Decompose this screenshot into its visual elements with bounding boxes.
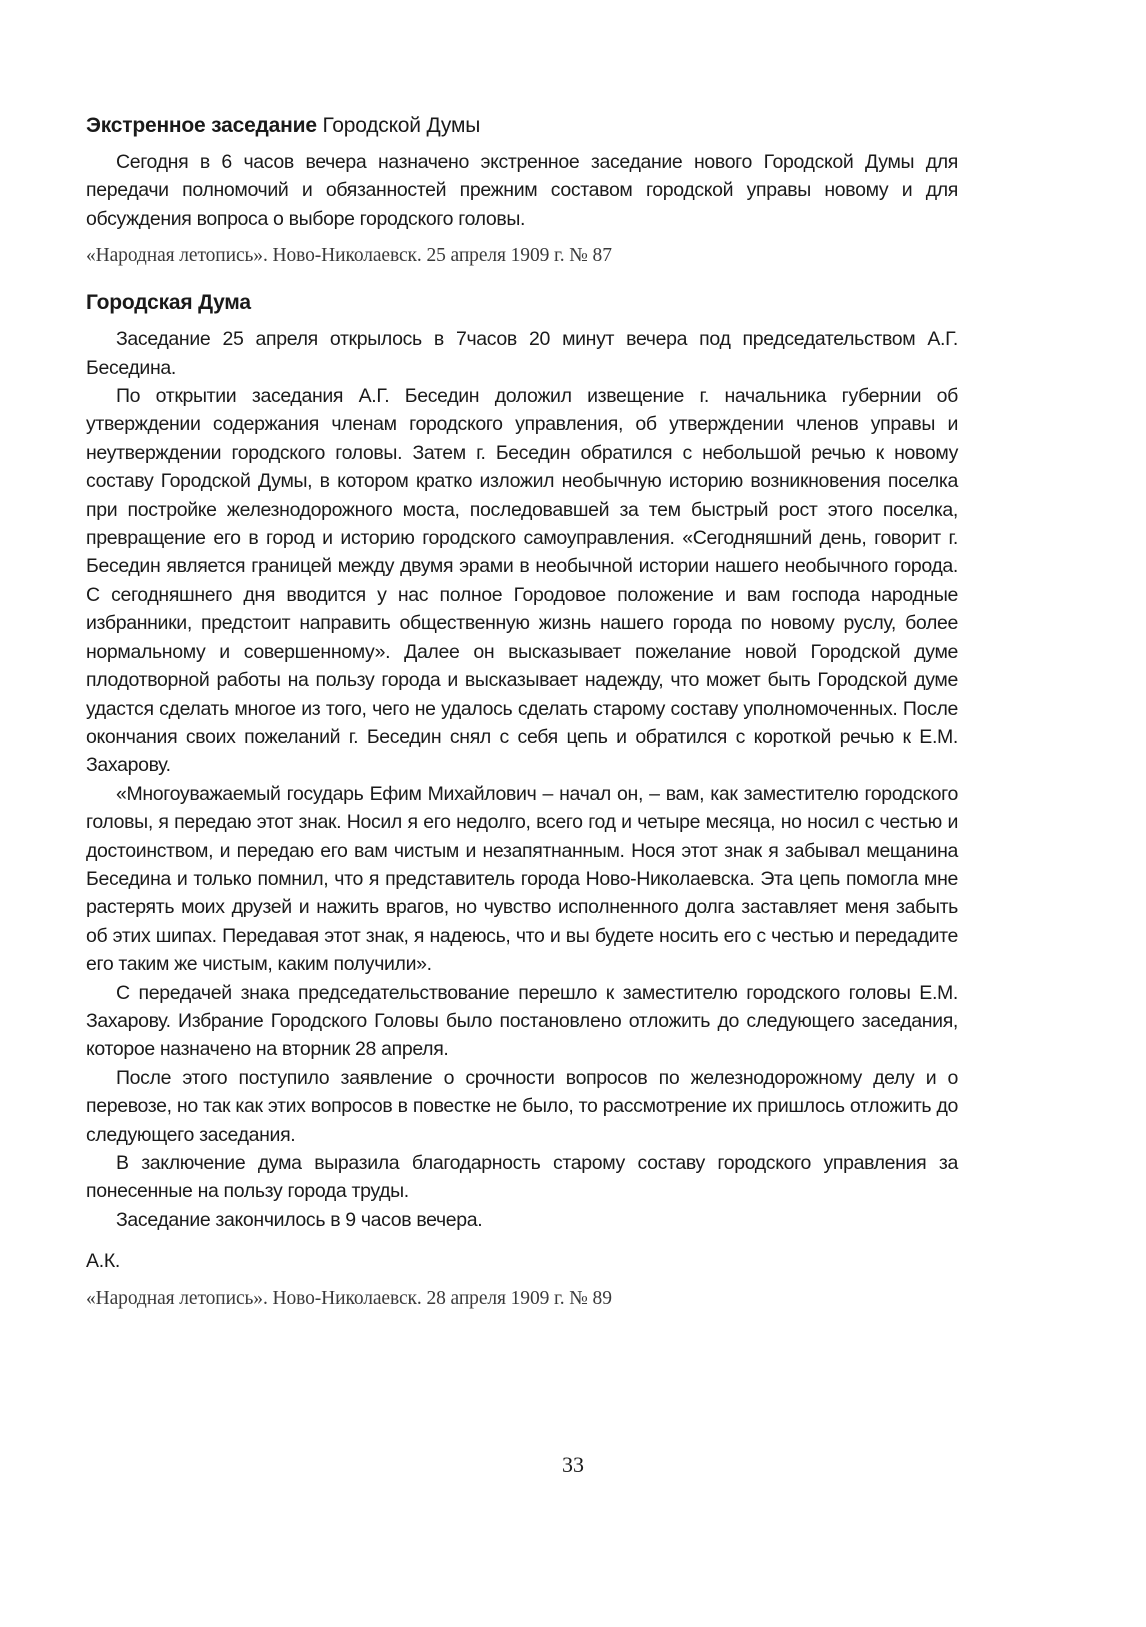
- paragraph: Заседание закончилось в 9 часов вечера.: [116, 1208, 483, 1231]
- paragraph: Заседание 25 апреля открылось в 7часов 20 минут вечера под председательством А.Г. Беседина.: [86, 328, 958, 379]
- paragraph: Сегодня в 6 часов вечера назначено экстренное заседание нового Городской Думы для передачи полномочий и обязанностей прежним составом городской управы новому и для обсуждения вопроса о выборе городского головы.: [86, 151, 958, 230]
- author-signature: А.К.: [86, 1250, 121, 1273]
- paragraph: В заключение дума выразила благодарность старому составу городского управления за понесенные на пользу города труды.: [86, 1152, 958, 1203]
- page-number: 33: [562, 1452, 584, 1477]
- heading-regular-part: Городской Думы: [316, 114, 481, 137]
- heading-bold-part: Экстренное заседание: [86, 114, 317, 137]
- article-emergency-session: [86, 112, 958, 269]
- paragraph: «Многоуважаемый государь Ефим Михайлович – начал он, – вам, как заместителю городского головы, я передаю этот знак. Носил я его недолго, всего год и четыре месяца, но носил с честью и достоинством, и передаю его вам чистым и незапятнанным. Нося этот знак я забывал мещанина Беседина и только помнил, что я представитель города Ново-Николаевска. Эта цепь помогла мне растерять моих друзей и нажить врагов, но чувство исполненного долга заставляет меня забыть об этих шипах. Передавая этот знак, я надеюсь, что и вы будете носить его с честью и передадите его таким же чистым, каким получили».: [86, 782, 958, 976]
- heading-bold-part: Городская Дума: [86, 291, 251, 315]
- source-citation: «Народная летопись». Ново-Николаевск. 28 апреля 1909 г. № 89: [86, 1288, 612, 1310]
- paragraph: После этого поступило заявление о срочности вопросов по железнодорожному делу и о перевозе, но так как этих вопросов в повестке не было, то рассмотрение их пришлось отложить до следующего заседания.: [86, 1066, 958, 1146]
- article-city-duma: [86, 289, 958, 1312]
- page-content: [86, 112, 958, 1312]
- paragraph: По открытии заседания А.Г. Беседин доложил извещение г. начальника губернии об утверждении содержания членам городского управления, об утверждении членов управы и неутверждении городского головы. Затем г. Беседин обратился с небольшой речью к новому составу Городской Думы, в котором кратко изложил необычную историю возникновения поселка при постройке железнодорожного моста, последовавшей за тем быстрый рост этого поселка, превращение его в город и историю городского самоуправления. «Сегодняшний день, говорит г. Беседин является границей между двумя эрами в необычной истории нашего необычного города. С сегодняшнего дня вводится у нас полное Городовое положение и вам господа народные избранники, предстоит направить общественную жизнь нашего города по новому руслу, более нормальному и совершенному». Далее он высказывает пожелание новой Городской думе плодотворной работы на пользу города и высказывает надежду, что может быть Городской думе удастся сделать многое из того, чего не удалось сделать старому составу уполномоченных. После окончания своих пожеланий г. Беседин снял с себя цепь и обратился с короткой речью к Е.М. Захарову.: [86, 385, 958, 777]
- paragraph: С передачей знака председательствование перешло к заместителю городского головы Е.М. Захарову. Избрание Городского Головы было постановлено отложить до следующего заседания, которое назначено на вторник 28 апреля.: [86, 981, 958, 1061]
- article-heading: [86, 289, 958, 317]
- source-citation: «Народная летопись». Ново-Николаевск. 25 апреля 1909 г. № 87: [86, 245, 612, 267]
- article-heading: [86, 112, 958, 140]
